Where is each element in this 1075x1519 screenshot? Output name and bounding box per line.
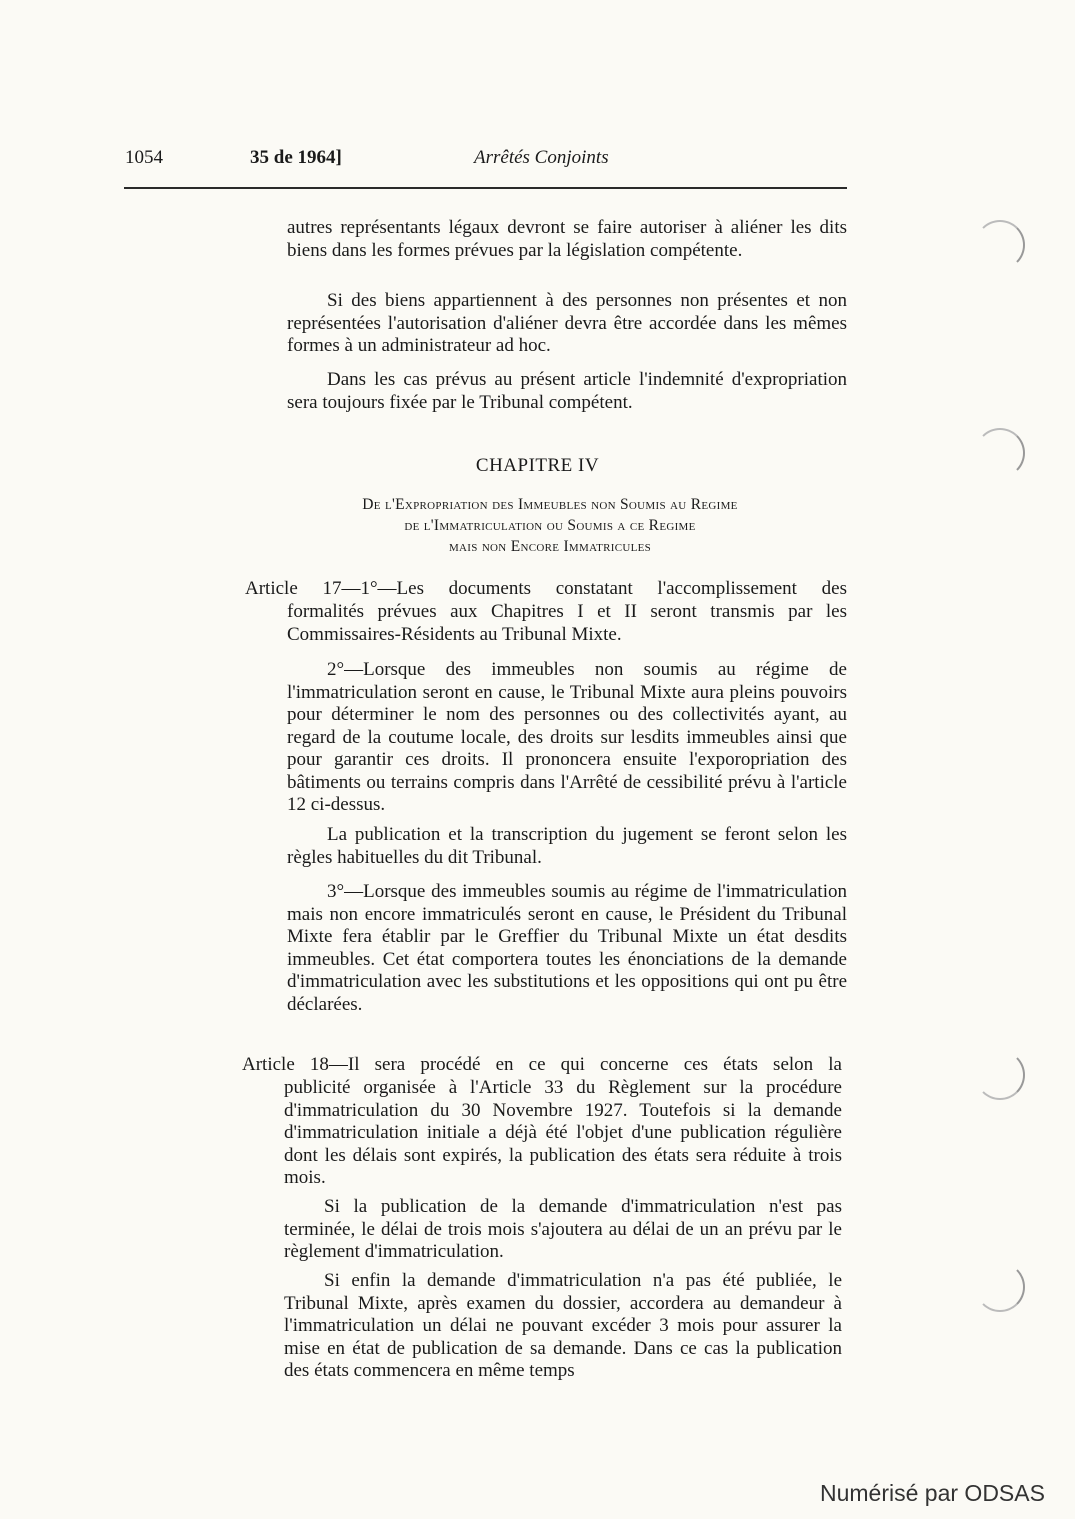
chapter-subtitle-line-3: mais non Encore Immatricules (448, 538, 652, 555)
issue-reference: 35 de 1964] (250, 147, 342, 168)
article-17-paragraph-1: formalités prévues aux Chapitres I et II seront transmis par les Commissaires-Résidents au Tribunal Mixte. (287, 601, 847, 645)
chapter-subtitle-line-2: de l'Immatriculation ou Soumis a ce Regime (404, 517, 696, 534)
article-17-label: Article 17 (245, 578, 342, 599)
digitization-credit: Numérisé par ODSAS (820, 1480, 1045, 1506)
article-17-first-line-text: —1°—Les documents constatant l'accomplissement des (341, 578, 847, 599)
article-18-label: Article 18 (242, 1054, 329, 1075)
intro-paragraph-2: Si des biens appartiennent à des personnes non présentes et non représentées l'autorisation d'aliéner devra être accordée dans les mêmes formes à un administrateur ad hoc. (287, 290, 847, 356)
article-17-first-line (245, 578, 847, 601)
chapter-heading: CHAPITRE IV (475, 455, 600, 476)
intro-paragraph-3: Dans les cas prévus au présent article l'indemnité d'expropriation sera toujours fixée par le Tribunal compétent. (287, 369, 847, 413)
header-rule (124, 187, 847, 189)
article-17-paragraph-2: 2°—Lorsque des immeubles non soumis au régime de l'immatriculation seront en cause, le Tribunal Mixte aura pleins pouvoirs pour déterminer le nom des personnes ou des collectivités ayant, au regard de la coutume locale, des droits sur lesdits immeubles ainsi que pour garantir ces droits. Il prononcera ensuite l'exporopriation des bâtiments ou terrains compris dans l'Arrêté de cessibilité prévu à l'article 12 ci-dessus. (287, 659, 847, 815)
page-header (0, 147, 1075, 177)
article-18-first-line (242, 1054, 842, 1077)
article-18-paragraph-1: publicité organisée à l'Article 33 du Règlement sur la procédure d'immatriculation du 30 Novembre 1927. Toutefois si la demande d'immatriculation initiale a déjà été l'objet d'une publication régulière dont les délais sont expirés, la publication des états sera réduite à trois mois. (284, 1077, 842, 1188)
article-18-paragraph-2: Si la publication de la demande d'immatriculation n'est pas terminée, le délai de trois mois s'ajoutera au délai de un an prévu par le règlement d'immatriculation. (284, 1196, 842, 1262)
intro-paragraph-1: autres représentants légaux devront se faire autoriser à aliéner les dits biens dans les formes prévues par la législation compétente. (287, 217, 847, 261)
binder-hole-4 (975, 1262, 1025, 1312)
article-18-paragraph-3: Si enfin la demande d'immatriculation n'a pas été publiée, le Tribunal Mixte, après examen du dossier, accordera au demandeur à l'immatriculation un délai ne pouvant excéder 3 mois pour assurer la mise en état de publication de sa demande. Dans ce cas la publication des états commencera en même temps (284, 1270, 842, 1381)
binder-hole-2 (975, 428, 1025, 478)
binder-hole-3 (975, 1050, 1025, 1100)
article-17-paragraph-4: 3°—Lorsque des immeubles soumis au régime de l'immatriculation mais non encore immatriculés seront en cause, le Président du Tribunal Mixte fera établir par le Greffier du Tribunal Mixte un état desdits immeubles. Cet état comportera toutes les énonciations de la demande d'immatriculation avec les substitutions et les oppositions qui ont pu être déclarées. (287, 881, 847, 1015)
article-18-first-line-text: —Il sera procédé en ce qui concerne ces états selon la (328, 1054, 842, 1075)
chapter-subtitle-line-1: De l'Expropriation des Immeubles non Soumis au Regime (362, 496, 738, 513)
article-17-paragraph-3: La publication et la transcription du jugement se feront selon les règles habituelles du dit Tribunal. (287, 824, 847, 868)
binder-hole-1 (975, 220, 1025, 270)
page-number: 1054 (125, 147, 163, 168)
running-title: Arrêtés Conjoints (474, 147, 609, 168)
